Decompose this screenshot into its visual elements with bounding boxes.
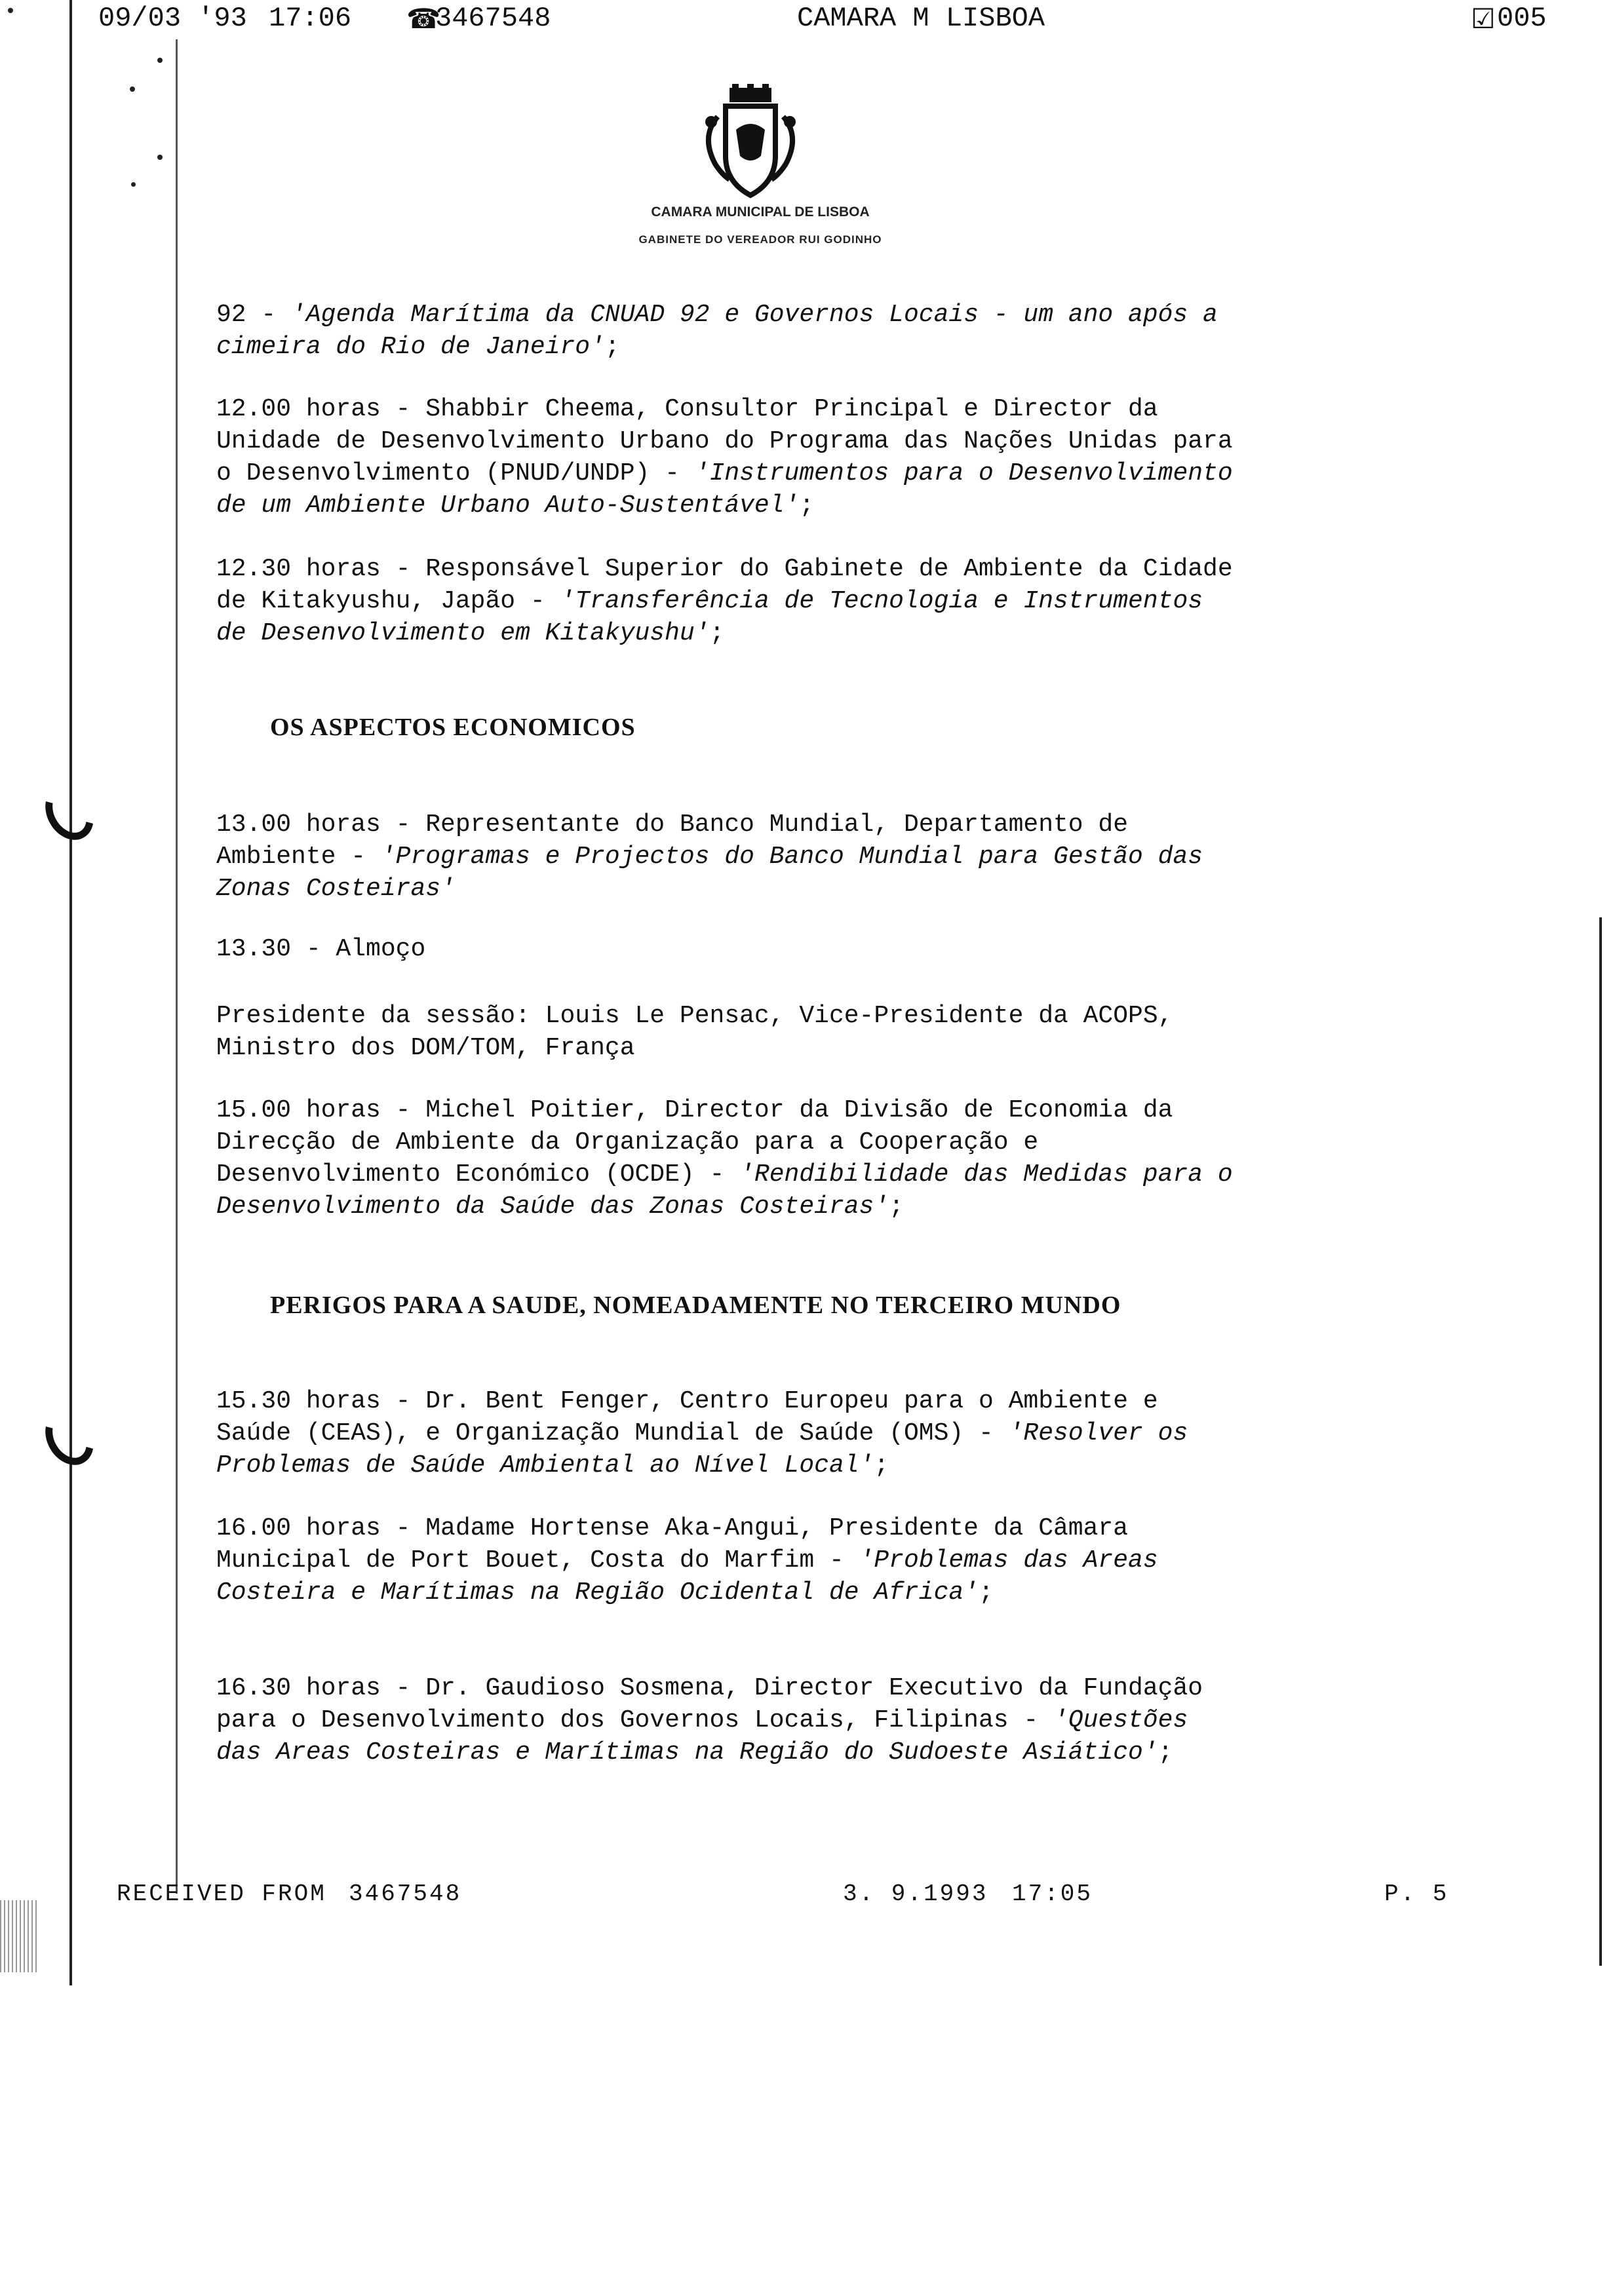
agenda-item: 16.30 horas - Dr. Gaudioso Sosmena, Director Executivo da Fundação para o Desenvolvimento dos Governos Locais, Filipinas - 'Questões das Areas Costeiras e Marítimas na Região do Sudoeste Asiático'; (216, 1674, 1203, 1767)
page-box-icon: ☑ (1471, 3, 1496, 35)
punch-dot (8, 8, 13, 13)
section-heading-health: PERIGOS PARA A SAUDE, NOMEADAMENTE NO TERCEIRO MUNDO (270, 1292, 1121, 1319)
lisbon-coat-of-arms-icon (691, 84, 809, 202)
fax-date: 09/03 '93 (98, 3, 247, 34)
agenda-item: 16.00 horas - Madame Hortense Aka-Angui, Presidente da Câmara Municipal de Port Bouet, Costa do Marfim - 'Problemas das Areas Costeira e Marítimas na Região Ocidental de Africa'; (216, 1514, 1158, 1607)
agenda-item: 13.00 horas - Representante do Banco Mundial, Departamento de Ambiente - 'Programas e Projectos do Banco Mundial para Gestão das Zonas Costeiras' (216, 811, 1203, 903)
scan-noise (0, 1900, 38, 1972)
section-heading-economics: OS ASPECTOS ECONOMICOS (270, 714, 636, 741)
received-page: P. 5 (1384, 1881, 1449, 1907)
speck (157, 155, 163, 160)
left-margin-rule (69, 0, 72, 1985)
agenda-item: 15.30 horas - Dr. Bent Fenger, Centro Europeu para o Ambiente e Saúde (CEAS), e Organização Mundial de Saúde (OMS) - 'Resolver os Problemas de Saúde Ambiental ao Nível Local'; (216, 1387, 1188, 1480)
received-date: 3. 9.1993 (843, 1881, 988, 1907)
fax-time: 17:06 (269, 3, 352, 34)
telephone-icon: ☎ (406, 3, 441, 35)
agenda-item: 92 - 'Agenda Marítima da CNUAD 92 e Governos Locais - um ano após a cimeira do Rio de Janeiro'; (216, 301, 1218, 361)
agenda-item: 12.00 horas - Shabbir Cheema, Consultor Principal e Director da Unidade de Desenvolvimento Urbano do Programa das Nações Unidas para o Desenvolvimento (PNUD/UNDP) - 'Instrumentos para o Desenvolvimento de um Ambiente Urbano Auto-Sustentável'; (216, 395, 1233, 520)
binding-hole-mark (36, 1402, 104, 1474)
fax-phone: 3467548 (435, 3, 551, 34)
speck (130, 86, 135, 92)
received-time: 17:05 (1012, 1881, 1093, 1907)
session-chair: Presidente da sessão: Louis Le Pensac, Vice-Presidente da ACOPS, Ministro dos DOM/TOM, França (216, 1002, 1173, 1062)
received-from-number: 3467548 (349, 1881, 462, 1907)
letterhead-org: CAMARA MUNICIPAL DE LISBOA (651, 204, 870, 220)
agenda-item: 15.00 horas - Michel Poitier, Director da Divisão de Economia da Direcção de Ambiente da Organização para a Cooperação e Desenvolvimento Económico (OCDE) - 'Rendibilidade das Medidas para o Desenvolvimento da Saúde das Zonas Costeiras'; (216, 1096, 1233, 1221)
fax-page-number: 005 (1497, 3, 1547, 34)
binding-hole-mark (36, 776, 104, 849)
received-from-label: RECEIVED FROM (117, 1881, 326, 1907)
speck (131, 182, 136, 187)
inner-margin-rule (176, 39, 178, 1894)
letterhead-office: GABINETE DO VEREADOR RUI GODINHO (638, 233, 882, 246)
speck (157, 58, 163, 63)
agenda-item: 12.30 horas - Responsável Superior do Gabinete de Ambiente da Cidade de Kitakyushu, Japão - 'Transferência de Tecnologia e Instrumentos de Desenvolvimento em Kitakyushu'; (216, 555, 1233, 647)
agenda-item-lunch: 13.30 - Almoço (216, 935, 426, 963)
right-margin-rule (1599, 917, 1602, 1966)
fax-sender: CAMARA M LISBOA (797, 3, 1045, 34)
